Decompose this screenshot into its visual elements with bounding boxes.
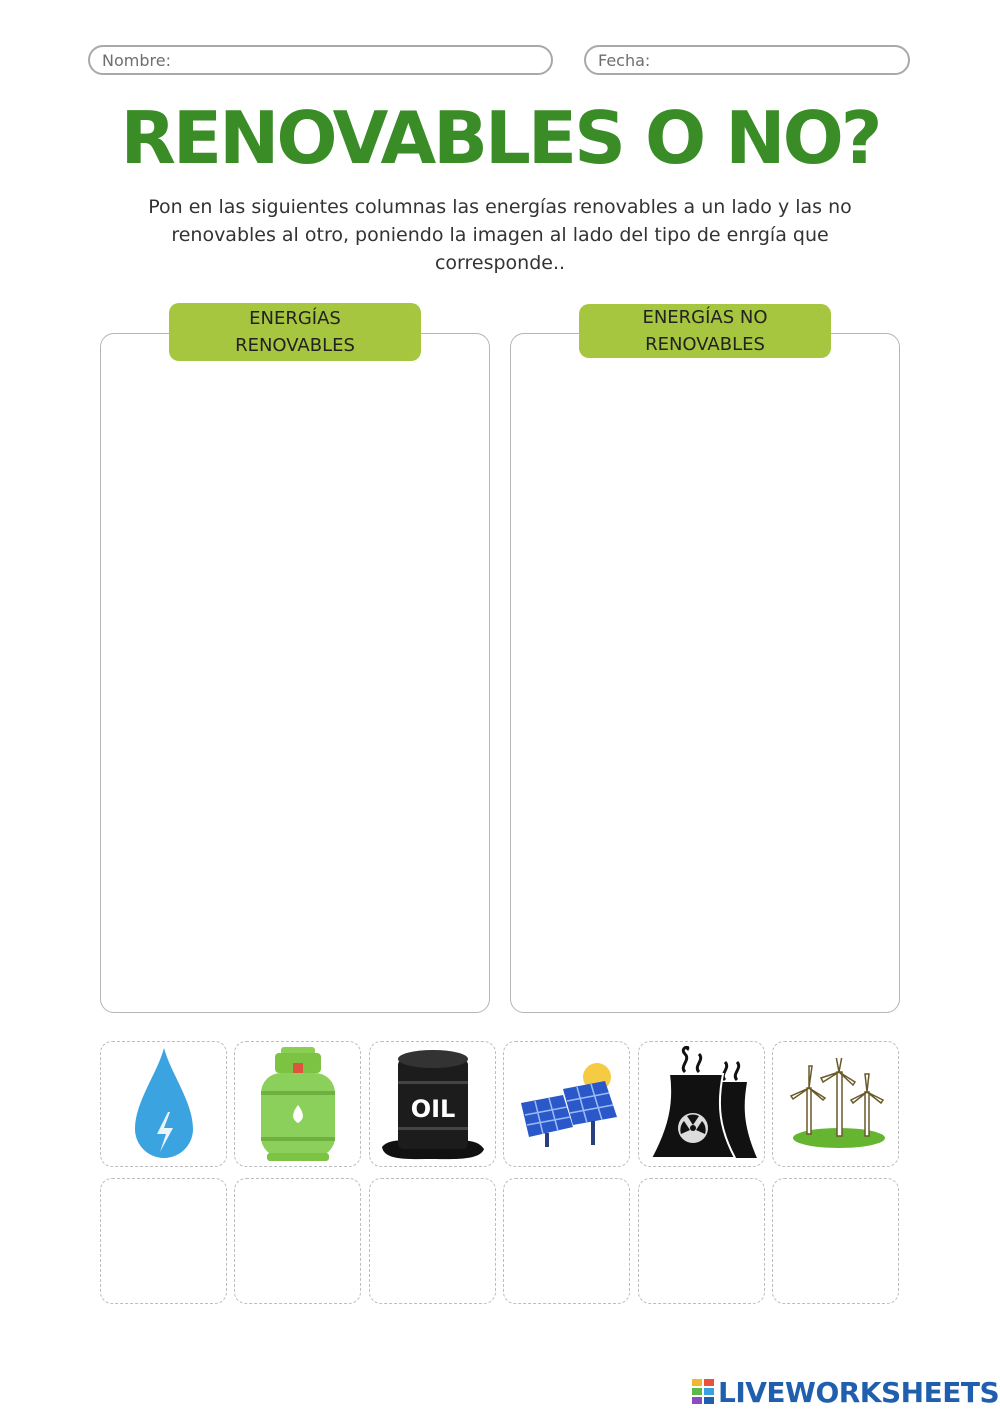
date-label: Fecha: (598, 51, 651, 70)
name-field[interactable] (88, 45, 553, 75)
empty-tile[interactable] (638, 1178, 765, 1304)
solar-panels-icon[interactable] (507, 1059, 627, 1149)
nonrenewable-drop-column[interactable] (510, 333, 900, 1013)
image-tile-nuclear[interactable] (638, 1041, 765, 1167)
oil-barrel-icon[interactable] (380, 1045, 486, 1163)
renewable-column-label (169, 303, 421, 361)
empty-tile[interactable] (234, 1178, 361, 1304)
empty-tile[interactable] (369, 1178, 496, 1304)
empty-tile[interactable] (503, 1178, 630, 1304)
image-tile-oil[interactable] (369, 1041, 496, 1167)
instructions: Pon en las siguientes columnas las energías renovables a un lado y las no renovables al otro, poniendo la imagen al lado del tipo de enrgía que corresponde.. (148, 196, 852, 274)
image-tile-water[interactable] (100, 1041, 227, 1167)
empty-tile[interactable] (772, 1178, 899, 1304)
brand-name: LIVEWORKSHEETS (718, 1375, 1000, 1409)
image-tile-wind[interactable] (772, 1041, 899, 1167)
image-tile-solar[interactable] (503, 1041, 630, 1167)
date-field[interactable] (584, 45, 910, 75)
name-label: Nombre: (102, 51, 171, 70)
renewable-column-label-text: ENERGÍAS RENOVABLES (235, 308, 355, 356)
liveworksheets-logo-icon (692, 1379, 714, 1405)
oil-barrel-label: OIL (410, 1095, 455, 1123)
nonrenewable-column-label-text: ENERGÍAS NO RENOVABLES (642, 307, 768, 355)
wind-turbines-icon[interactable] (781, 1058, 891, 1150)
gas-cylinder-icon[interactable] (253, 1045, 343, 1163)
nuclear-plant-icon[interactable] (643, 1046, 761, 1162)
page-title: RENOVABLES O NO? (120, 96, 880, 180)
renewable-drop-column[interactable] (100, 333, 490, 1013)
water-drop-energy-icon[interactable] (129, 1044, 199, 1164)
liveworksheets-logo (692, 1372, 999, 1412)
image-tile-gas[interactable] (234, 1041, 361, 1167)
empty-tile[interactable] (100, 1178, 227, 1304)
nonrenewable-column-label (579, 304, 831, 358)
